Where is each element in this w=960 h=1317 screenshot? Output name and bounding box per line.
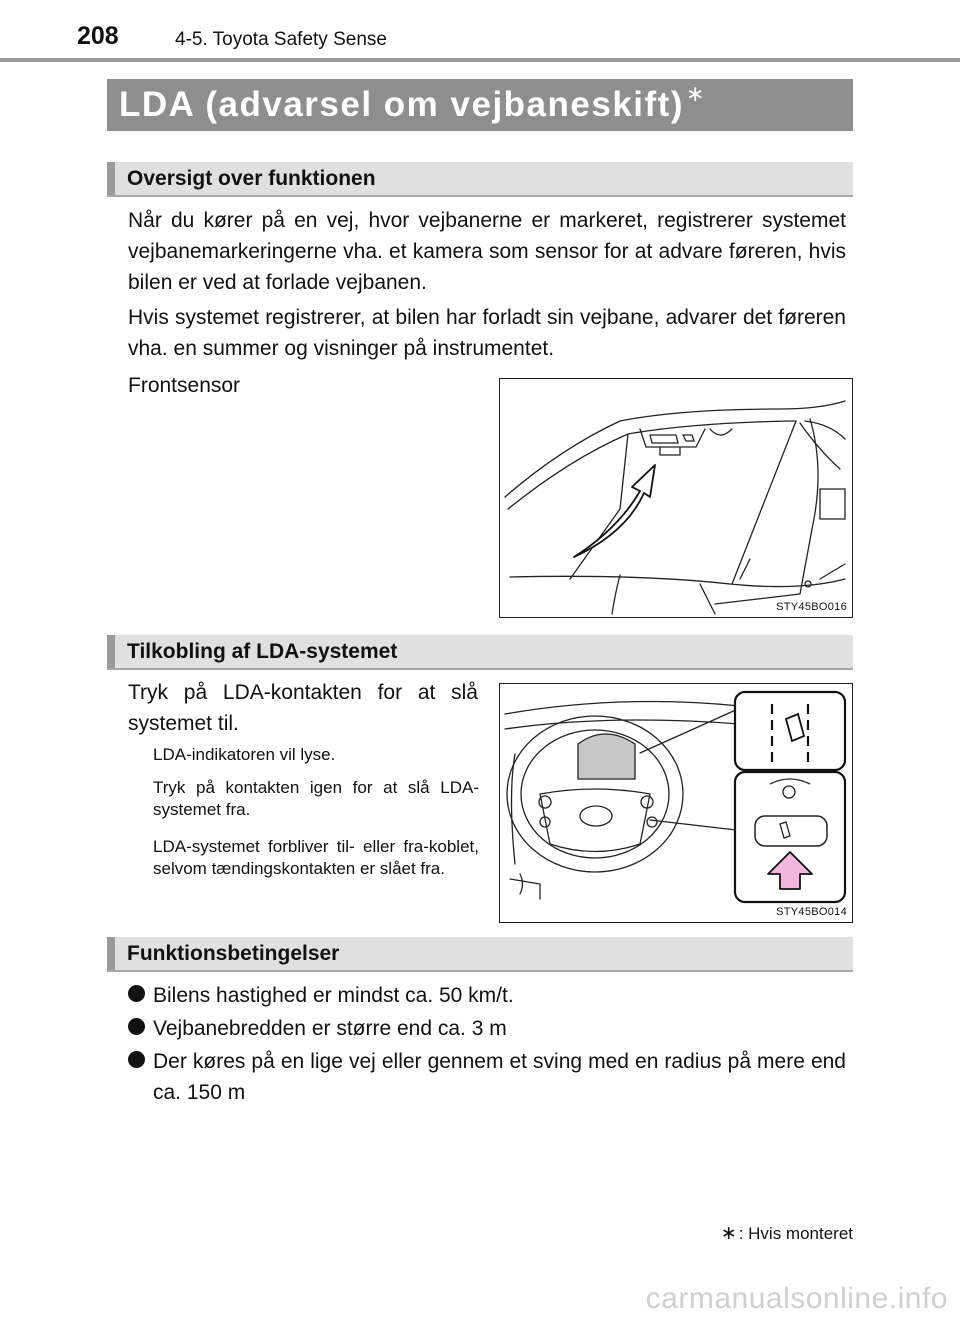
subheading-overview xyxy=(107,162,853,195)
condition-item xyxy=(128,1013,846,1044)
subheading-conditions xyxy=(107,937,853,970)
activation-instruction: Tryk på LDA-kontakten for at slå systemet til. xyxy=(128,681,478,735)
bullet-icon xyxy=(128,985,145,1002)
steering-wheel-switch-illustration xyxy=(500,684,851,921)
footnote-text: : Hvis monteret xyxy=(738,1224,853,1243)
bullet-icon xyxy=(128,1018,145,1035)
chapter-title-text: LDA (advarsel om vejbaneskift) xyxy=(119,85,684,124)
page-header xyxy=(0,0,960,66)
bullet-icon xyxy=(128,1051,145,1068)
lda-switch-figure xyxy=(499,683,853,923)
watermark: carmanualsonline.info xyxy=(645,1282,948,1315)
activation-note-2: Tryk på kontakten igen for at slå LDA-systemet fra. xyxy=(153,778,479,819)
title-asterisk: ∗ xyxy=(685,81,706,106)
subheading-overview-text: Oversigt over funktionen xyxy=(127,167,376,190)
footnote-asterisk: ∗ xyxy=(720,1223,737,1244)
condition-text: Bilens hastighed er mindst ca. 50 km/t. xyxy=(153,984,514,1007)
pointer-arrow-icon xyxy=(574,465,655,557)
lda-switch-button xyxy=(755,816,827,846)
condition-item xyxy=(128,980,846,1011)
subheading-activation-text: Tilkobling af LDA-systemet xyxy=(127,640,398,663)
footnote xyxy=(721,1222,853,1245)
chapter-title-bar xyxy=(107,79,853,131)
condition-text: Der køres på en lige vej eller gennem et sving med en radius på mere end ca. 150 m xyxy=(153,1050,846,1104)
condition-item xyxy=(128,1046,846,1108)
subheading-activation xyxy=(107,635,853,668)
overview-paragraph-1: Når du kører på en vej, hvor vejbanerne er markeret, registrerer systemet vejbanemarkeringerne vha. et kamera som sensor for at advare føreren, hvis bilen er ved at forlade vejbanen. xyxy=(128,209,846,294)
figure-code: STY45BO014 xyxy=(776,906,847,918)
activation-note-3: LDA-systemet forbliver til- eller fra-koblet, selvom tændingskontakten er slået fra. xyxy=(153,837,479,878)
chapter-title xyxy=(119,81,706,125)
front-sensor-figure xyxy=(499,378,853,618)
activation-note-1: LDA-indikatoren vil lyse. xyxy=(153,745,336,764)
overview-paragraph-2: Hvis systemet registrerer, at bilen har forladt sin vejbane, advarer det føreren vha. en summer og visninger på instrumentet. xyxy=(128,306,846,360)
header-rule xyxy=(0,58,960,62)
subheading-conditions-text: Funktionsbetingelser xyxy=(127,942,340,965)
section-title: 4-5. Toyota Safety Sense xyxy=(175,29,387,50)
page-number: 208 xyxy=(77,22,119,50)
windshield-camera-illustration xyxy=(500,379,851,616)
figure-code: STY45BO016 xyxy=(776,601,847,613)
front-sensor-label: Frontsensor xyxy=(128,374,241,397)
condition-text: Vejbanebredden er større end ca. 3 m xyxy=(153,1017,507,1040)
